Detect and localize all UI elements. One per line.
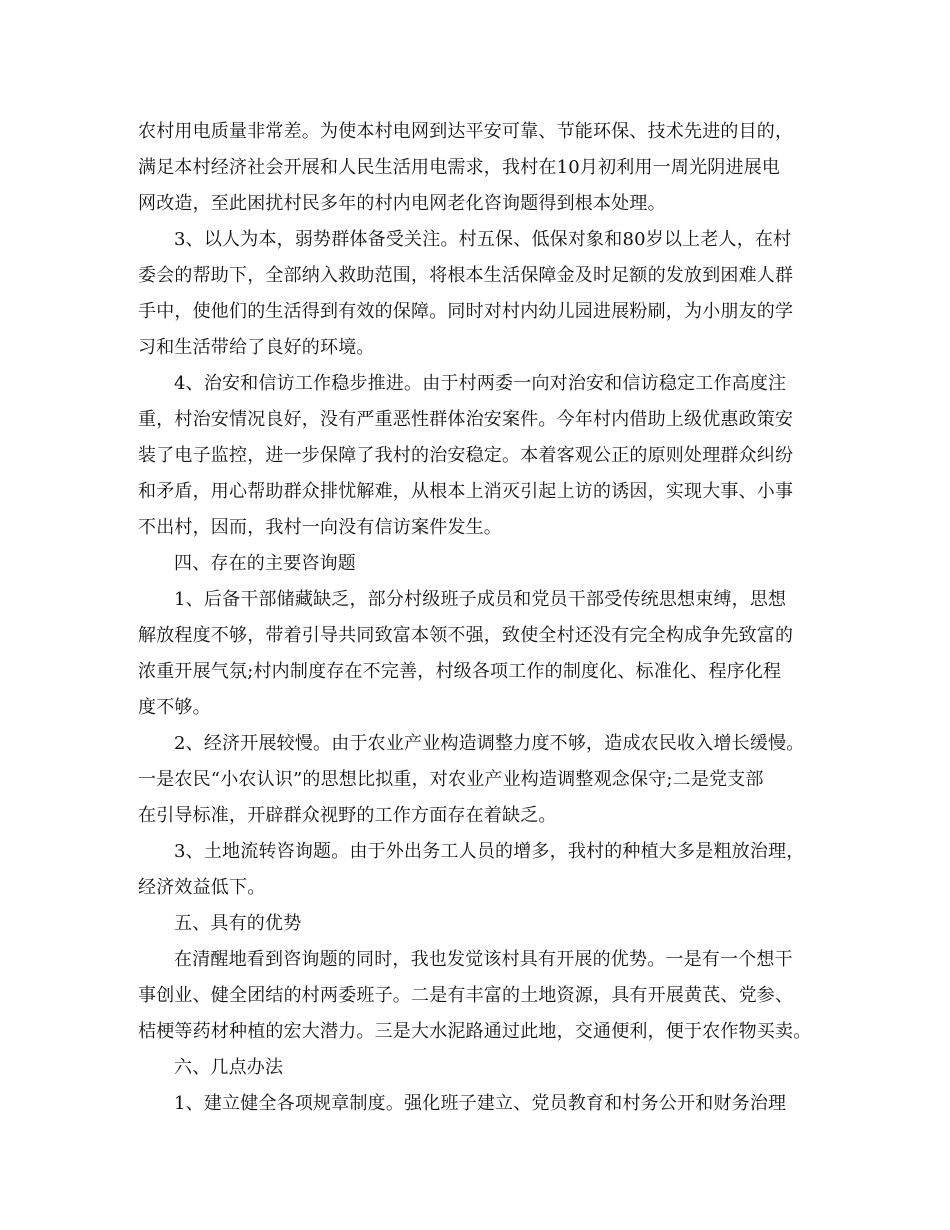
text-line: 满足本村经济社会开展和人民生活用电需求，我村在10月初利用一周光阴进展电 (138, 157, 781, 178)
paragraph-heading-line: 2、经济开展较慢。由于农业产业构造调整力度不够，造成农民收入增长缓慢。 (174, 733, 805, 754)
paragraph-heading-line: 1、建立健全各项规章制度。强化班子建立、党员教育和村务公开和财务治理 (174, 1093, 787, 1114)
text-line: 桔梗等药材种植的宏大潜力。三是大水泥路通过此地，交通便利，便于农作物买卖。 (138, 1021, 812, 1042)
text-line: 一是农民“小农认识”的思想比拟重，对农业产业构造调整观念保守;二是党支部 (138, 769, 764, 790)
paragraph-heading-line: 1、后备干部储藏缺乏，部分村级班子成员和党员干部受传统思想束缚，思想 (174, 589, 787, 610)
text-line: 事创业、健全团结的村两委班子。二是有丰富的土地资源，具有开展黄芪、党参、 (138, 985, 794, 1006)
text-line: 和矛盾，用心帮助群众排忧解难，从根本上消灭引起上访的诱因，实现大事、小事 (138, 481, 794, 502)
paragraph-heading-line: 3、以人为本，弱势群体备受关注。村五保、低保对象和80岁以上老人，在村 (174, 229, 792, 250)
text-line: 手中，使他们的生活得到有效的保障。同时对村内幼儿园进展粉刷，为小朋友的学 (138, 301, 794, 322)
text-line: 在引导标准，开辟群众视野的工作方面存在着缺乏。 (138, 805, 557, 826)
paragraph-heading-line: 3、土地流转咨询题。由于外出务工人员的增多，我村的种植大多是粗放治理， (174, 841, 805, 862)
text-line: 习和生活带给了良好的环境。 (138, 337, 375, 358)
section-heading: 六、几点办法 (174, 1057, 284, 1078)
text-line: 浓重开展气氛;村内制度存在不完善，村级各项工作的制度化、标准化、程序化程 (138, 661, 782, 682)
text-line: 解放程度不够，带着引导共同致富本领不强，致使全村还没有完全构成争先致富的 (138, 625, 794, 646)
text-line: 度不够。 (138, 697, 211, 718)
text-line: 不出村，因而，我村一向没有信访案件发生。 (138, 517, 502, 538)
paragraph-heading-line: 4、治安和信访工作稳步推进。由于村两委一向对治安和信访稳定工作高度注 (174, 373, 787, 394)
section-heading: 四、存在的主要咨询题 (174, 553, 356, 574)
text-line: 经济效益低下。 (138, 877, 266, 898)
text-line: 装了电子监控，进一步保障了我村的治安稳定。本着客观公正的原则处理群众纠纷 (138, 445, 794, 466)
document-body (138, 114, 824, 1122)
text-line: 重，村治安情况良好，没有严重恶性群体治安案件。今年村内借助上级优惠政策安 (138, 409, 794, 430)
section-heading: 五、具有的优势 (174, 913, 302, 934)
paragraph-first-line: 在清醒地看到咨询题的同时，我也发觉该村具有开展的优势。一是有一个想干 (174, 949, 793, 970)
text-line: 农村用电质量非常差。为使本村电网到达平安可靠、节能环保、技术先进的目的， (138, 121, 794, 142)
text-line: 网改造，至此困扰村民多年的村内电网老化咨询题得到根本处理。 (138, 193, 666, 214)
text-line: 委会的帮助下，全部纳入救助范围，将根本生活保障金及时足额的发放到困难人群 (138, 265, 794, 286)
